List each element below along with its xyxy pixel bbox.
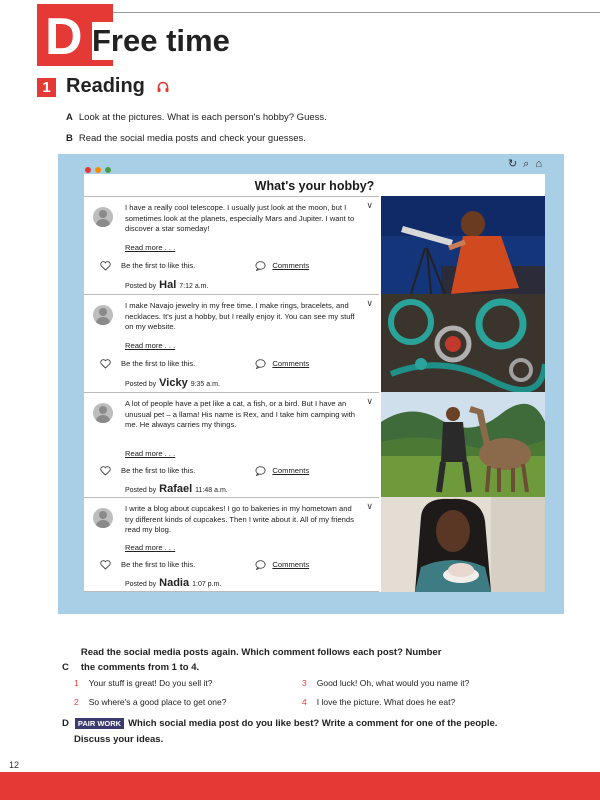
option-number: 2: [74, 697, 79, 707]
posted-by-label: Posted by: [125, 487, 157, 494]
option-text: Good luck! Oh, what would you name it?: [316, 678, 470, 688]
reading-title: Reading: [66, 75, 145, 97]
avatar[interactable]: [93, 508, 113, 528]
comment-option: [74, 678, 213, 688]
question-line1: Read the social media posts again. Which comment follows each post? Number: [80, 647, 442, 658]
post-time: 9:35 a.m.: [190, 381, 220, 388]
photo-cupcake: [381, 497, 545, 592]
home-icon[interactable]: ⌂: [535, 158, 542, 170]
question-line1: Which social media post do you like best? Write a comment for one of the people.: [128, 718, 498, 729]
instruction-a: [66, 112, 327, 123]
question-line2: Discuss your ideas.: [74, 734, 164, 745]
like-text: Be the first to like this.: [121, 261, 196, 270]
bottom-bar: [0, 772, 600, 800]
heart-icon[interactable]: [100, 359, 111, 369]
posted-by: [125, 377, 220, 389]
minimize-dot[interactable]: [95, 167, 101, 173]
like-row: [100, 359, 309, 369]
exercise-number-badge: 1: [37, 78, 56, 97]
headphones-icon[interactable]: [157, 81, 169, 93]
comment-option: [302, 678, 469, 688]
photo-jewelry: [381, 294, 545, 392]
read-more-link[interactable]: Read more . . .: [125, 543, 176, 552]
instruction-letter: A: [66, 112, 73, 123]
photo-telescope: [381, 196, 545, 294]
post-text: I write a blog about cupcakes! I go to bakeries in my hometown and try different kinds of cupcakes. Then I write about it. All of my friends read my blog.: [125, 504, 354, 534]
post-text: A lot of people have a pet like a cat, a fish, or a bird. But I have an unusual pet – a llama! His name is Rex, and I take him camping with me. He always carries my things.: [125, 399, 356, 429]
posted-by: [125, 577, 221, 589]
option-text: Your stuff is great! Do you sell it?: [88, 678, 213, 688]
poster-name[interactable]: Rafael: [159, 483, 193, 495]
chevron-down-icon[interactable]: ∨: [366, 396, 373, 406]
heart-icon[interactable]: [100, 560, 111, 570]
read-more-link[interactable]: Read more . . .: [125, 243, 176, 252]
post-time: 1:07 p.m.: [192, 581, 222, 588]
option-number: 3: [302, 678, 307, 688]
post-vicky: [84, 294, 379, 392]
instruction-text: Read the social media posts and check your guesses.: [78, 133, 306, 144]
photo-llama: [381, 392, 545, 497]
option-number: 4: [302, 697, 307, 707]
posted-by-label: Posted by: [125, 581, 157, 588]
comment-icon[interactable]: [255, 359, 266, 369]
like-text: Be the first to like this.: [121, 560, 196, 569]
post-time: 7:12 a.m.: [179, 283, 209, 290]
option-text: I love the picture. What does he eat?: [316, 697, 456, 707]
question-letter: C: [62, 662, 69, 673]
comment-option: [302, 697, 455, 707]
comments-link[interactable]: Comments: [272, 359, 310, 368]
comment-icon[interactable]: [255, 466, 266, 476]
browser-window: [58, 154, 564, 614]
question-d: [62, 716, 497, 748]
post-nadia: [84, 497, 379, 592]
avatar[interactable]: [93, 207, 113, 227]
instruction-b: [66, 133, 306, 144]
web-page: [84, 174, 545, 592]
like-row: [100, 560, 309, 570]
jewelry-image: [381, 294, 545, 392]
poster-name[interactable]: Nadia: [159, 577, 190, 589]
post-hal: [84, 196, 379, 294]
instruction-text: Look at the pictures. What is each person's hobby? Guess.: [78, 112, 327, 123]
posted-by-label: Posted by: [125, 381, 157, 388]
cupcake-image: [381, 497, 545, 592]
post-rafael: [84, 392, 379, 497]
chevron-down-icon[interactable]: ∨: [366, 298, 373, 308]
heart-icon[interactable]: [100, 466, 111, 476]
avatar[interactable]: [93, 403, 113, 423]
poster-name[interactable]: Hal: [159, 279, 177, 291]
like-row: [100, 466, 309, 476]
posted-by: [125, 279, 208, 291]
post-text: I have a really cool telescope. I usually just look at the moon, but I sometimes look at the planets, especially Mars and Jupiter. I want to discover a star someday!: [125, 203, 355, 233]
read-more-link[interactable]: Read more . . .: [125, 341, 176, 350]
chevron-down-icon[interactable]: ∨: [366, 200, 373, 210]
top-rule: [110, 12, 600, 13]
question-text: [81, 645, 442, 675]
section-title: Free time: [92, 22, 234, 60]
poster-name[interactable]: Vicky: [159, 377, 188, 389]
posted-by-label: Posted by: [125, 283, 157, 290]
instruction-letter: B: [66, 133, 73, 144]
read-more-link[interactable]: Read more . . .: [125, 449, 176, 458]
comment-option: [74, 697, 226, 707]
page-number: 12: [9, 760, 20, 770]
option-text: So where's a good place to get one?: [88, 697, 227, 707]
option-number: 1: [74, 678, 79, 688]
search-icon[interactable]: ⌕: [523, 158, 530, 170]
post-time: 11:48 a.m.: [195, 487, 228, 494]
posted-by: [125, 483, 228, 495]
close-dot[interactable]: [85, 167, 91, 173]
heart-icon[interactable]: [100, 261, 111, 271]
pair-work-tag: PAIR WORK: [75, 718, 124, 729]
comment-icon[interactable]: [255, 560, 266, 570]
comments-link[interactable]: Comments: [272, 560, 310, 569]
section-letter: D: [37, 4, 113, 66]
browser-nav: [502, 157, 542, 171]
comment-icon[interactable]: [255, 261, 266, 271]
comments-link[interactable]: Comments: [272, 261, 310, 270]
like-text: Be the first to like this.: [121, 359, 196, 368]
like-row: [100, 261, 309, 271]
llama-image: [381, 392, 545, 497]
chevron-down-icon[interactable]: ∨: [366, 501, 373, 511]
like-text: Be the first to like this.: [121, 466, 196, 475]
maximize-dot[interactable]: [105, 167, 111, 173]
post-text: I make Navajo jewelry in my free time. I make rings, bracelets, and necklaces. It's just a hobby, but I really enjoy it. You can see my stuff on my website.: [125, 301, 355, 331]
question-line2: the comments from 1 to 4.: [80, 662, 200, 673]
question-c: [62, 645, 441, 675]
question-letter: D: [62, 718, 69, 729]
page-title: What's your hobby?: [254, 179, 375, 193]
avatar[interactable]: [93, 305, 113, 325]
telescope-image: [381, 196, 545, 294]
comments-link[interactable]: Comments: [272, 466, 310, 475]
refresh-icon[interactable]: ↻: [507, 158, 518, 170]
